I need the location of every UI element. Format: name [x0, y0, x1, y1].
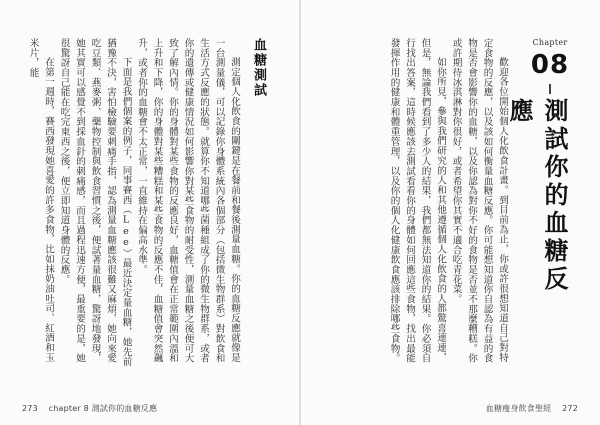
left-paragraph-1: 測定個人化飲食的關鍵是在餐前和餐後測量血糖。你的血糖反應就像是一台測量儀，可以記錄你身體系統內各個部分（包括微生物群系）對飲食和生活方式反應的狀態。就算你不知道哪些菌種組成了你的微生物群系，或者你的遺傳或健康情況如何影響你對某些食物的耐受性，測量血糖之後便可大致了解內情。你的身體對某些食物的反應良好，血糖值會在正常範圍內溫和上升和下降，你的身體對某些糟糕和某些食物的反應不佳，血糖值會突然飆升，或者你的血糖會不太正常，一直維持在偏高水準。 [136, 38, 240, 364]
right-page-body [318, 38, 510, 370]
chapter-title: 測試你的血糖反應 [505, 98, 568, 294]
left-page-body [24, 38, 242, 370]
right-paragraph-2: 如你所見，參與我們研究的人和其他遵循個人化飲食的人都驚喜連連，但是，無論我們看到了多少人的結果，我們都無法知道你的結果。你必須自行找出答案，這時候應該去測試看看你的身體如何回應這些食物，找出最能發揮作用的健康和體重管理，以及你的個人化健康飲食應該排除哪些食物。 [388, 38, 446, 364]
left-footer-chapter: chapter 8 [48, 404, 89, 413]
chapter-header [505, 38, 580, 378]
left-footer-title: 測試你的血糖反應 [91, 404, 158, 413]
right-footer-title: 血糖瘦身飲食聖經 [485, 404, 552, 413]
chapter-label: Chapter [532, 38, 568, 47]
chapter-number: 08 [530, 50, 570, 80]
section-heading: 血糖測試 [251, 38, 266, 98]
right-page-footer [486, 403, 578, 414]
page-gutter [299, 0, 301, 425]
left-paragraph-3: 在第一週時，賽西發現她喜愛的許多食物，比如抹奶油吐司、紅酒和玉米片，能 [27, 38, 54, 363]
left-page-number: 273 [22, 404, 38, 413]
left-page-footer [22, 403, 157, 414]
chapter-divider [549, 84, 551, 94]
right-page-number: 272 [562, 404, 578, 413]
left-paragraph-2: 下面是我們個案的例子，同事賽西（Lee）最近決定量血糖，她先前猶豫不決，害怕檢驗要刺痛手指，認為測量血糖應該很難又麻煩，她向來愛吃豆類、燕麥粥、藥物控制與飲食習慣之後，便試著量血糖，驚訝地發現，她其實可以感覺不到採血針的刺痛感，而且過程迅速方便，最重要的是，她很驚訝自己能在吃完東西之後，便立即知道身體的反應。 [58, 38, 132, 367]
right-paragraph-1: 歡迎各位開始個人化飲食計畫。到目前為止，你或許很想知道自己對特定食物的反應，以及該如何衡量血糖反應。你可能想知道你自認為有益的食物是否會影響你的血糖，以及你認為對你不好的食物是否並不那麼糟糕。你或許期待冰淇淋對你很好，或者希望你其實不適合吃青花菜。 [450, 38, 508, 364]
